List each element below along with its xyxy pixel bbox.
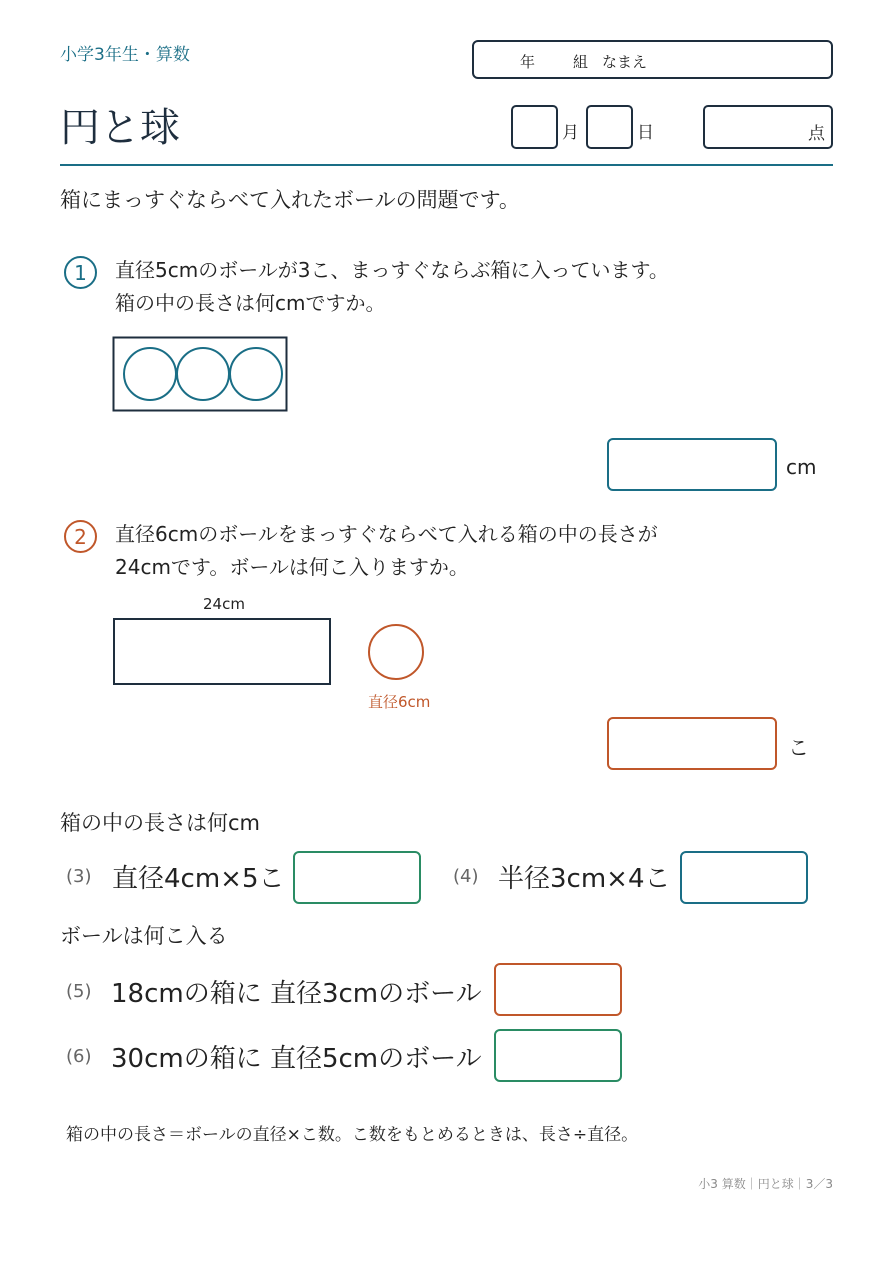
q6-text: 30cmの箱に 直径5cmのボール <box>111 1044 482 1074</box>
q5-answer-box[interactable] <box>494 963 622 1016</box>
year-label: 年 <box>520 53 536 71</box>
q2-unit: こ <box>788 736 809 760</box>
header-rule <box>60 164 833 166</box>
name-field[interactable] <box>472 40 833 79</box>
q2-box-label: 24cm <box>203 595 245 613</box>
q1-line1: 直径5cmのボールが3こ、まっすぐならぶ箱に入っています。 <box>115 258 669 282</box>
day-field[interactable] <box>586 105 633 149</box>
q2-answer-box[interactable] <box>607 717 777 770</box>
section-a-heading: 箱の中の長さは何cm <box>60 811 261 835</box>
q1-line2: 箱の中の長さは何cmですか。 <box>115 291 386 315</box>
grade-subject: 小学3年生・算数 <box>60 45 190 65</box>
q2-line1: 直径6cmのボールをまっすぐならべて入れる箱の中の長さが <box>115 522 658 546</box>
q3-text: 直径4cm×5こ <box>112 864 285 894</box>
q4-text: 半径3cm×4こ <box>498 864 671 894</box>
name-label: なまえ <box>602 53 648 71</box>
class-label: 組 <box>573 53 589 71</box>
page-footer: 小3 算数｜円と球｜3／3 <box>698 1177 833 1191</box>
q4-answer-box[interactable] <box>680 851 808 904</box>
q1-answer-box[interactable] <box>607 438 777 491</box>
q1-diagram <box>112 336 290 414</box>
score-field[interactable] <box>703 105 833 149</box>
q5-number: (5) <box>66 981 92 1002</box>
q5-text: 18cmの箱に 直径3cmのボール <box>111 979 482 1009</box>
hint-text: 箱の中の長さ＝ボールの直径×こ数。こ数をもとめるときは、長さ÷直径。 <box>66 1125 639 1145</box>
q2-ball-label: 直径6cm <box>368 693 431 711</box>
q2-ball <box>366 622 426 682</box>
q1-ball-3 <box>230 348 282 400</box>
q2-number: 2 <box>64 520 97 553</box>
q3-answer-box[interactable] <box>293 851 421 904</box>
q1-ball-2 <box>177 348 229 400</box>
day-label: 日 <box>637 123 654 143</box>
q4-number: (4) <box>453 866 479 887</box>
section-b-heading: ボールは何こ入る <box>60 924 228 948</box>
q6-answer-box[interactable] <box>494 1029 622 1082</box>
q1-number: 1 <box>64 256 97 289</box>
q3-number: (3) <box>66 866 92 887</box>
page-title: 円と球 <box>60 105 180 151</box>
month-field[interactable] <box>511 105 558 149</box>
month-label: 月 <box>562 123 579 143</box>
q1-ball-1 <box>124 348 176 400</box>
q2-box <box>113 618 331 685</box>
intro-text: 箱にまっすぐならべて入れたボールの問題です。 <box>60 188 520 212</box>
score-label: 点 <box>808 124 825 144</box>
q1-unit: cm <box>786 455 817 479</box>
q6-number: (6) <box>66 1046 92 1067</box>
q2-line2: 24cmです。ボールは何こ入りますか。 <box>115 555 469 579</box>
